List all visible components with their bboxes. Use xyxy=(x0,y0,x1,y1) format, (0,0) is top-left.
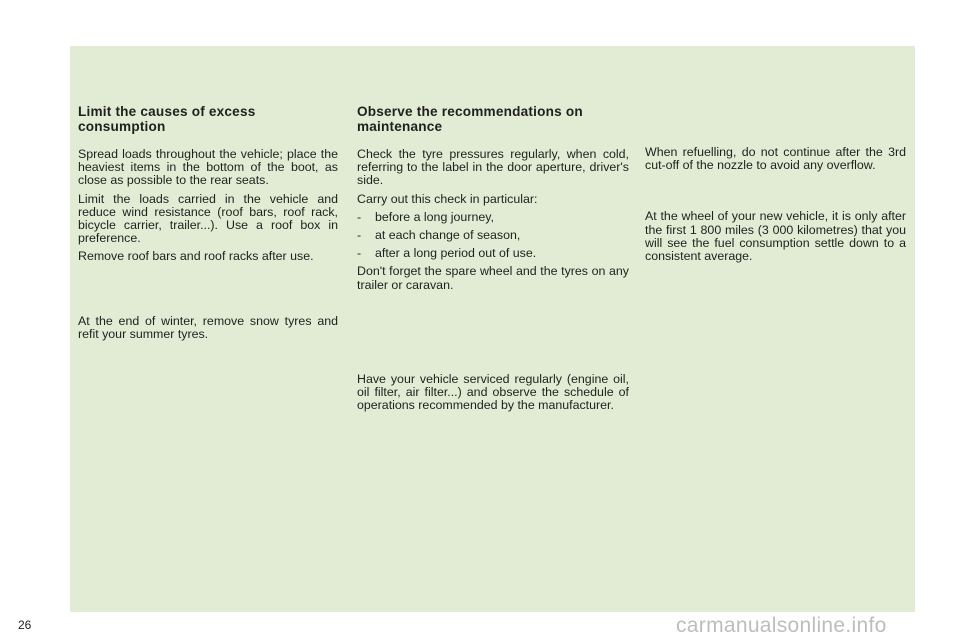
paragraph-remove-roof-bars: Remove roof bars and roof racks after use. xyxy=(78,249,314,264)
list-item: - before a long journey, xyxy=(357,209,494,224)
watermark-text: carmanualsonline.info xyxy=(676,614,887,637)
paragraph-new-vehicle: At the wheel of your new vehicle, it is only after the first 1 800 miles (3 000 kilometres) that you will see the fuel consumption settle down to a consistent average. xyxy=(645,209,906,264)
list-item: - at each change of season, xyxy=(357,228,521,243)
paragraph-spare-wheel: Don't forget the spare wheel and the tyres on any trailer or caravan. xyxy=(357,264,629,292)
list-item: - after a long period out of use. xyxy=(357,246,537,261)
column-fuel xyxy=(645,146,906,268)
list-item-text: before a long journey, xyxy=(375,209,494,224)
paragraph-spread-loads: Spread loads throughout the vehicle; place the heaviest items in the bottom of the boot, as close as possible to the rear seats. xyxy=(78,147,338,188)
check-list xyxy=(357,211,629,261)
heading-maintenance: Observe the recommendations on maintenance xyxy=(357,104,583,134)
list-item-text: at each change of season, xyxy=(375,228,521,243)
list-item-text: after a long period out of use. xyxy=(375,246,537,261)
paragraph-winter-tyres: At the end of winter, remove snow tyres and refit your summer tyres. xyxy=(78,313,338,341)
column-maintenance xyxy=(357,100,629,417)
paragraph-check-lead: Carry out this check in particular: xyxy=(357,191,538,206)
paragraph-tyre-pressures: Check the tyre pressures regularly, when cold, referring to the label in the door aperture, driver's side. xyxy=(357,147,629,188)
paragraph-refuelling: When refuelling, do not continue after the 3rd cut-off of the nozzle to avoid any overflow. xyxy=(645,145,906,173)
heading-limit-consumption: Limit the causes of excess consumption xyxy=(78,104,256,134)
paragraph-limit-loads: Limit the loads carried in the vehicle and reduce wind resistance (roof bars, roof rack, bicycle carrier, trailer...). Use a roof box in preference. xyxy=(78,191,338,246)
paragraph-servicing: Have your vehicle serviced regularly (engine oil, oil filter, air filter...) and observe the schedule of operations recommended by the manufacturer. xyxy=(357,371,629,413)
column-load-tips xyxy=(78,100,338,346)
page-number: 26 xyxy=(18,618,32,632)
